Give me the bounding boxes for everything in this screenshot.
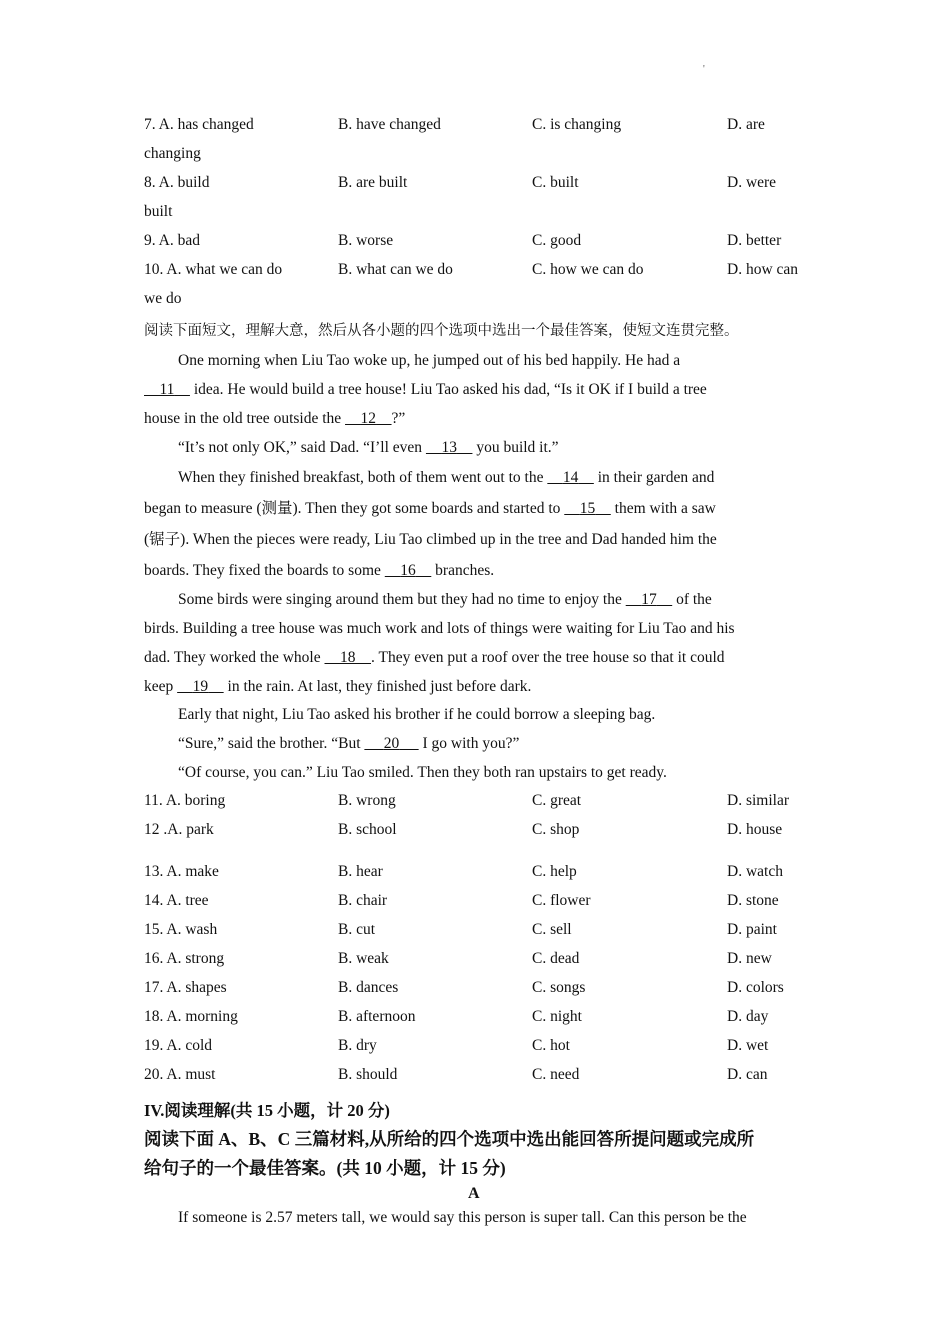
option-c: C. flower [532,892,591,909]
passage-paragraph-3 [144,462,814,586]
blank-14 [547,469,594,486]
option-a: 14. A. tree [144,892,209,909]
option-d: D. better [727,232,782,249]
blank-number: 12 [360,410,377,427]
passage-text: When they finished breakfast, both of them went out to the [178,469,548,486]
option-d: D. are [727,116,765,133]
passage-text: keep [144,678,178,695]
option-b: B. have changed [338,116,441,133]
option-a: 16. A. strong [144,950,225,967]
option-a: 15. A. wash [144,921,218,938]
passage-text: Early that night, Liu Tao asked his brother if he could borrow a sleeping bag. [178,706,656,723]
option-b: B. cut [338,921,376,938]
option-c: C. shop [532,821,580,838]
section-4-instruction-line-1: 阅读下面 A、B、C 三篇材料,从所给的四个选项中选出能回答所提问题或完成所 [144,1129,755,1149]
passage-paragraph-6 [144,729,814,758]
blank-11 [144,381,190,398]
option-b: B. worse [338,232,394,249]
blank-19 [177,678,224,695]
passage-text: One morning when Liu Tao woke up, he jumped out of his bed happily. He had a [178,352,681,369]
option-d: D. colors [727,979,784,996]
passage-text: house in the old tree outside the [144,410,346,427]
blank-15 [564,500,611,517]
passage-text: . They even put a roof over the tree house so that it could [371,649,725,666]
option-d: D. day [727,1008,769,1025]
option-b: B. hear [338,863,383,880]
passage-text: (锯子). When the pieces were ready, Liu Tao climbed up in the tree and Dad handed him the [144,531,717,548]
passage-text: them with a saw [610,500,716,517]
option-a: 17. A. shapes [144,979,227,996]
passage-paragraph-2 [144,433,814,462]
passage-text: birds. Building a tree house was much work and lots of things were waiting for Liu Tao and his [144,620,735,637]
passage-paragraph-1 [144,346,814,433]
option-a: 8. A. build [144,174,210,191]
option-c: C. built [532,174,579,191]
page-mark: ' [703,64,705,75]
option-c: C. need [532,1066,580,1083]
blank-number: 14 [562,469,579,486]
option-b: B. chair [338,892,388,909]
passage-text: in the rain. At last, they finished just before dark. [223,678,532,695]
passage-text: “Of course, you can.” Liu Tao smiled. Then they both ran upstairs to get ready. [178,764,667,781]
blank-number: 20 [383,735,400,752]
passage-paragraph-4 [144,585,814,701]
option-b: B. dry [338,1037,377,1054]
section-4-title: IV.阅读理解(共 15 小题，计 20 分) [144,1101,390,1120]
option-b: B. wrong [338,792,396,809]
option-d-wrap: we do [144,290,182,307]
option-a: 9. A. bad [144,232,200,249]
blank-number: 19 [192,678,209,695]
option-c: C. dead [532,950,580,967]
passage-text: dad. They worked the whole [144,649,325,666]
passage-text: “It’s not only OK,” said Dad. “I’ll even [178,439,426,456]
passage-text: of the [672,591,712,608]
option-d: D. how can [727,261,799,278]
blank-number: 17 [641,591,657,608]
option-a: 7. A. has changed [144,116,254,133]
blank-12 [345,410,392,427]
blank-number: 11 [159,381,175,398]
passage-text: branches. [431,562,495,579]
passage-text: in their garden and [593,469,715,486]
passage-text: Some birds were singing around them but they had no time to enjoy the [178,591,626,608]
option-c: C. hot [532,1037,570,1054]
blank-16 [385,562,432,579]
option-d: D. new [727,950,772,967]
blank-number: 15 [579,500,596,517]
option-c: C. night [532,1008,582,1025]
option-d: D. house [727,821,783,838]
passage-text: idea. He would build a tree house! Liu Tao asked his dad, “Is it OK if I build a tree [189,381,707,398]
passage-text: ?” [391,410,406,427]
option-d-wrap: changing [144,145,201,162]
option-a: 18. A. morning [144,1008,238,1025]
option-b: B. weak [338,950,389,967]
option-a: 12 .A. park [144,821,214,838]
passage-text: began to measure (测量). Then they got some boards and started to [144,500,565,517]
option-c: C. songs [532,979,586,996]
option-c: C. sell [532,921,572,938]
blank-number: 13 [441,439,457,456]
section-4-instruction-line-2: 给句子的一个最佳答案。(共 10 小题，计 15 分) [144,1158,506,1178]
option-c: C. is changing [532,116,622,133]
option-d: D. paint [727,921,777,938]
option-a: 11. A. boring [144,792,226,809]
blank-20 [364,735,418,752]
passage-paragraph-7 [144,758,814,787]
cloze-instruction: 阅读下面短文，理解大意，然后从各小题的四个选项中选出一个最佳答案，使短文连贯完整。 [144,323,739,339]
passage-paragraph-5 [144,700,814,729]
option-d: D. similar [727,792,789,809]
blank-18 [325,649,372,666]
option-d: D. wet [727,1037,769,1054]
option-b: B. dances [338,979,399,996]
option-b: B. are built [338,174,408,191]
passage-a-first-line: If someone is 2.57 meters tall, we would say this person is super tall. Can this person be the [178,1209,747,1226]
blank-17 [626,591,673,608]
passage-text: boards. They fixed the boards to some [144,562,385,579]
blank-13 [426,439,473,456]
option-a: 13. A. make [144,863,219,880]
option-d-wrap: built [144,203,173,220]
option-d: D. watch [727,863,783,880]
option-c: C. help [532,863,577,880]
option-a: 10. A. what we can do [144,261,283,278]
option-a: 19. A. cold [144,1037,213,1054]
blank-number: 18 [340,649,356,666]
option-d: D. can [727,1066,768,1083]
passage-text: you build it.” [472,439,559,456]
option-b: B. afternoon [338,1008,416,1025]
passage-text: I go with you?” [418,735,520,752]
option-c: C. how we can do [532,261,644,278]
option-d: D. stone [727,892,779,909]
option-c: C. good [532,232,582,249]
option-b: B. should [338,1066,398,1083]
option-c: C. great [532,792,582,809]
passage-a-label: A [468,1185,480,1202]
blank-number: 16 [400,562,416,579]
option-d: D. were [727,174,777,191]
option-b: B. school [338,821,397,838]
option-a: 20. A. must [144,1066,216,1083]
option-b: B. what can we do [338,261,453,278]
passage-text: “Sure,” said the brother. “But [178,735,365,752]
